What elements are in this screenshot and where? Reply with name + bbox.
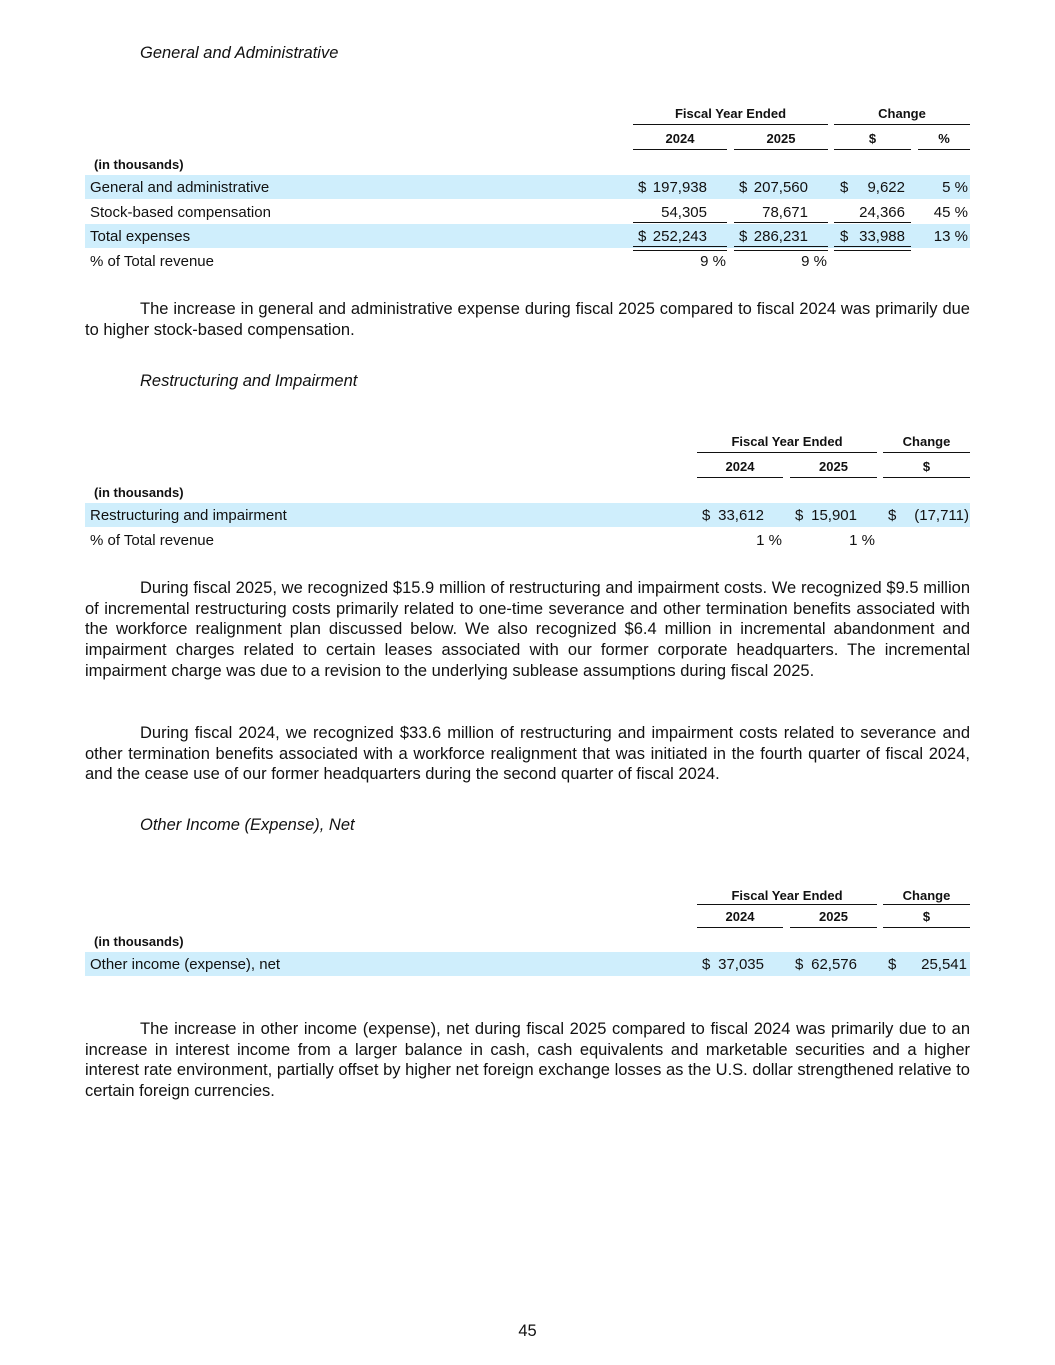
value-2024: 9 % xyxy=(700,253,726,270)
restructuring-paragraph-1: During fiscal 2025, we recognized $15.9 million of restructuring and impairment costs. We recognized $9.5 million of incremental restructuring costs primarily related to one-time severance and other termination benefits associated with the workforce realignment plan discussed below. We also recognized $6.4 million in incremental abandonment and impairment charges related to certain leases associated with our former corporate headquarters. The incremental impairment charge was due to a revision to the underlying sublease assumptions during fiscal 2025. xyxy=(85,579,970,680)
currency-symbol: $ xyxy=(795,507,804,524)
value-2025: 15,901 xyxy=(811,507,857,524)
value-pct: 5 % xyxy=(942,179,968,196)
value-2025: 1 % xyxy=(849,532,875,549)
section-heading-ga: General and Administrative xyxy=(140,44,339,62)
row-label: Restructuring and impairment xyxy=(90,507,287,524)
currency-symbol: $ xyxy=(840,228,849,245)
value-change: 25,541 xyxy=(921,956,967,973)
table-row xyxy=(85,249,970,273)
value-2025: 62,576 xyxy=(811,956,857,973)
row-label: Stock-based compensation xyxy=(90,204,271,221)
value-2024: 1 % xyxy=(756,532,782,549)
table-row xyxy=(85,200,970,224)
value-change: 9,622 xyxy=(867,179,905,196)
ga-header-fiscal: Fiscal Year Ended xyxy=(633,106,828,125)
value-2025: 9 % xyxy=(801,253,827,270)
table-row xyxy=(85,175,970,199)
row-label: General and administrative xyxy=(90,179,270,196)
value-2025: 78,671 xyxy=(762,204,808,221)
restr-col-2024: 2024 xyxy=(697,459,783,478)
ga-paragraph: The increase in general and administrative expense during fiscal 2025 compared to fiscal 2024 was primarily due to higher stock-based compensation. xyxy=(85,300,970,339)
other-col-dollar: $ xyxy=(883,909,970,928)
currency-symbol: $ xyxy=(888,507,897,524)
currency-symbol: $ xyxy=(840,179,849,196)
currency-symbol: $ xyxy=(702,507,711,524)
section-heading-restructuring: Restructuring and Impairment xyxy=(140,372,358,390)
row-label: Other income (expense), net xyxy=(90,956,281,973)
other-header-fiscal: Fiscal Year Ended xyxy=(697,888,877,905)
other-col-2024: 2024 xyxy=(697,909,783,928)
row-label: Total expenses xyxy=(90,228,191,245)
rule xyxy=(734,222,828,223)
value-2025: 286,231 xyxy=(753,228,808,245)
currency-symbol: $ xyxy=(702,956,711,973)
other-units: (in thousands) xyxy=(94,934,184,949)
currency-symbol: $ xyxy=(888,956,897,973)
value-2024: 37,035 xyxy=(718,956,764,973)
rule xyxy=(834,222,911,223)
row-label: % of Total revenue xyxy=(90,532,214,549)
value-pct: 13 % xyxy=(933,228,968,245)
value-pct: 45 % xyxy=(933,204,968,221)
currency-symbol: $ xyxy=(739,179,748,196)
restr-col-dollar: $ xyxy=(883,459,970,478)
value-2024: 197,938 xyxy=(652,179,707,196)
other-income-paragraph: The increase in other income (expense), net during fiscal 2025 compared to fiscal 2024 was primarily due to an increase in interest income from a larger balance in cash, cash equivalents and marketable securities and a higher interest rate environment, partially offset by higher net foreign exchange losses as the U.S. dollar strengthened relative to certain foreign currencies. xyxy=(85,1020,970,1101)
currency-symbol: $ xyxy=(638,228,647,245)
restr-col-2025: 2025 xyxy=(790,459,877,478)
currency-symbol: $ xyxy=(739,228,748,245)
currency-symbol: $ xyxy=(638,179,647,196)
value-2024: 33,612 xyxy=(718,507,764,524)
row-label: % of Total revenue xyxy=(90,253,214,270)
restr-header-change: Change xyxy=(883,434,970,453)
ga-col-2025: 2025 xyxy=(734,131,828,150)
value-2025: 207,560 xyxy=(753,179,808,196)
other-col-2025: 2025 xyxy=(790,909,877,928)
ga-units: (in thousands) xyxy=(94,157,184,172)
value-change: 24,366 xyxy=(859,204,905,221)
value-change: 33,988 xyxy=(859,228,905,245)
restructuring-paragraph-2: During fiscal 2024, we recognized $33.6 million of restructuring and impairment costs related to severance and other termination benefits associated with a workforce realignment that was initiated in the fourth quarter of fiscal 2024, and the cease use of our former headquarters during the second quarter of fiscal 2024. xyxy=(85,724,970,784)
value-2024: 54,305 xyxy=(661,204,707,221)
restr-header-fiscal: Fiscal Year Ended xyxy=(697,434,877,453)
page-number: 45 xyxy=(518,1322,537,1340)
ga-col-2024: 2024 xyxy=(633,131,727,150)
table-row xyxy=(85,503,970,527)
table-row xyxy=(85,952,970,976)
value-2024: 252,243 xyxy=(652,228,707,245)
restr-units: (in thousands) xyxy=(94,485,184,500)
table-row xyxy=(85,224,970,248)
section-heading-other: Other Income (Expense), Net xyxy=(140,816,355,834)
rule xyxy=(633,222,727,223)
ga-col-pct: % xyxy=(918,131,970,150)
currency-symbol: $ xyxy=(795,956,804,973)
ga-col-dollar: $ xyxy=(834,131,911,150)
ga-header-change: Change xyxy=(834,106,970,125)
table-row xyxy=(85,528,970,552)
value-change: (17,711) xyxy=(914,507,969,524)
other-header-change: Change xyxy=(883,888,970,905)
